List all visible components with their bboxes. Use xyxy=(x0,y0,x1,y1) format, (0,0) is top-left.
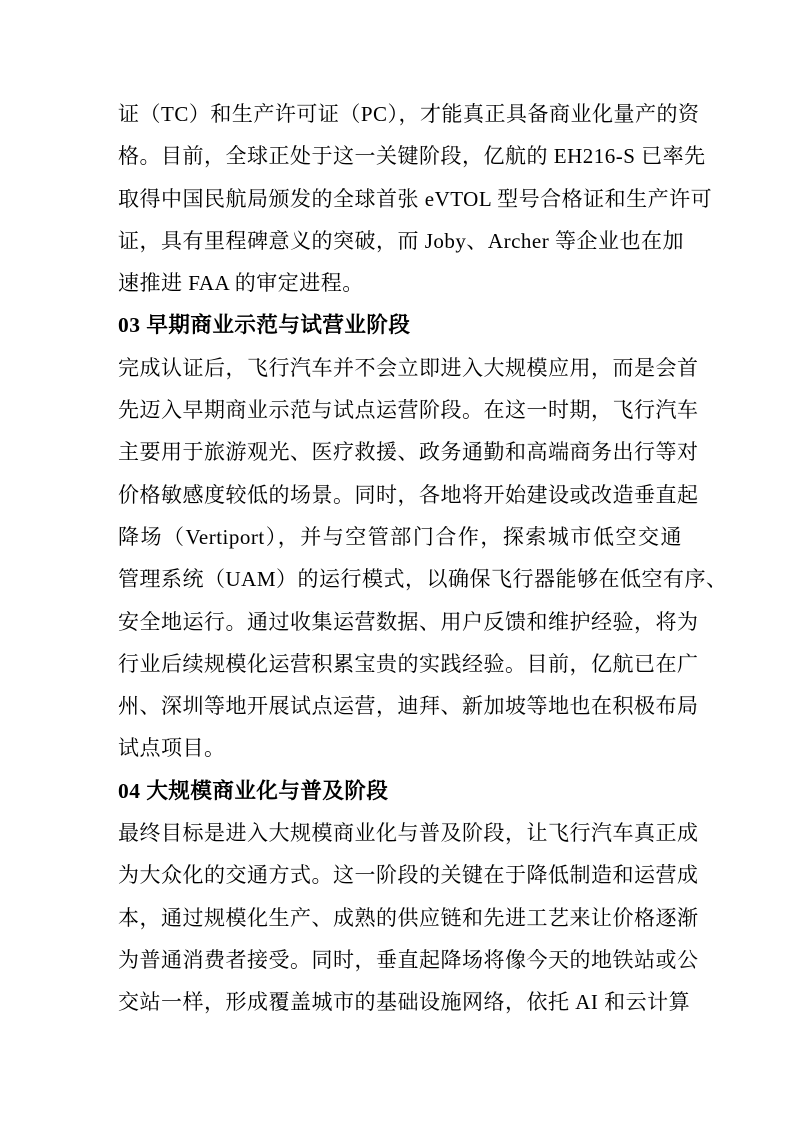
text-line: 管理系统（UAM）的运行模式，以确保飞行器能够在低空有序、 xyxy=(118,567,728,592)
text-line: 速推进 FAA 的审定进程。 xyxy=(118,271,364,296)
text-line: 先迈入早期商业示范与试点运营阶段。在这一时期，飞行汽车 xyxy=(118,398,699,423)
section-heading: 03 早期商业示范与试营业阶段 xyxy=(118,313,411,338)
text-line: 最终目标是进入大规模商业化与普及阶段，让飞行汽车真正成 xyxy=(118,821,699,846)
text-line: 本，通过规模化生产、成熟的供应链和先进工艺来让价格逐渐 xyxy=(118,905,699,930)
paragraph xyxy=(118,347,728,770)
paragraph xyxy=(118,93,713,304)
section-heading: 04 大规模商业化与普及阶段 xyxy=(118,778,389,803)
text-line: 安全地运行。通过收集运营数据、用户反馈和维护经验，将为 xyxy=(118,609,699,634)
text-line: 降场（Vertiport），并与空管部门合作，探索城市低空交通 xyxy=(118,524,682,549)
text-line: 行业后续规模化运营积累宝贵的实践经验。目前，亿航已在广 xyxy=(118,651,699,676)
text-column xyxy=(118,93,728,1024)
text-line: 为普通消费者接受。同时，垂直起降场将像今天的地铁站或公 xyxy=(118,947,699,972)
paragraph xyxy=(118,812,699,1023)
text-line: 格。目前，全球正处于这一关键阶段，亿航的 EH216-S 已率先 xyxy=(118,144,706,169)
text-line: 交站一样，形成覆盖城市的基础设施网络，依托 AI 和云计算 xyxy=(118,990,691,1015)
text-line: 完成认证后，飞行汽车并不会立即进入大规模应用，而是会首 xyxy=(118,355,699,380)
text-line: 取得中国民航局颁发的全球首张 eVTOL 型号合格证和生产许可 xyxy=(118,186,713,211)
text-line: 州、深圳等地开展试点运营，迪拜、新加坡等地也在积极布局 xyxy=(118,694,699,719)
text-line: 为大众化的交通方式。这一阶段的关键在于降低制造和运营成 xyxy=(118,863,699,888)
text-line: 价格敏感度较低的场景。同时，各地将开始建设或改造垂直起 xyxy=(118,482,699,507)
text-line: 试点项目。 xyxy=(118,736,226,761)
text-line: 证（TC）和生产许可证（PC），才能真正具备商业化量产的资 xyxy=(118,102,700,126)
text-line: 主要用于旅游观光、医疗救援、政务通勤和高端商务出行等对 xyxy=(118,440,699,465)
text-line: 证，具有里程碑意义的突破，而 Joby、Archer 等企业也在加 xyxy=(118,228,684,253)
